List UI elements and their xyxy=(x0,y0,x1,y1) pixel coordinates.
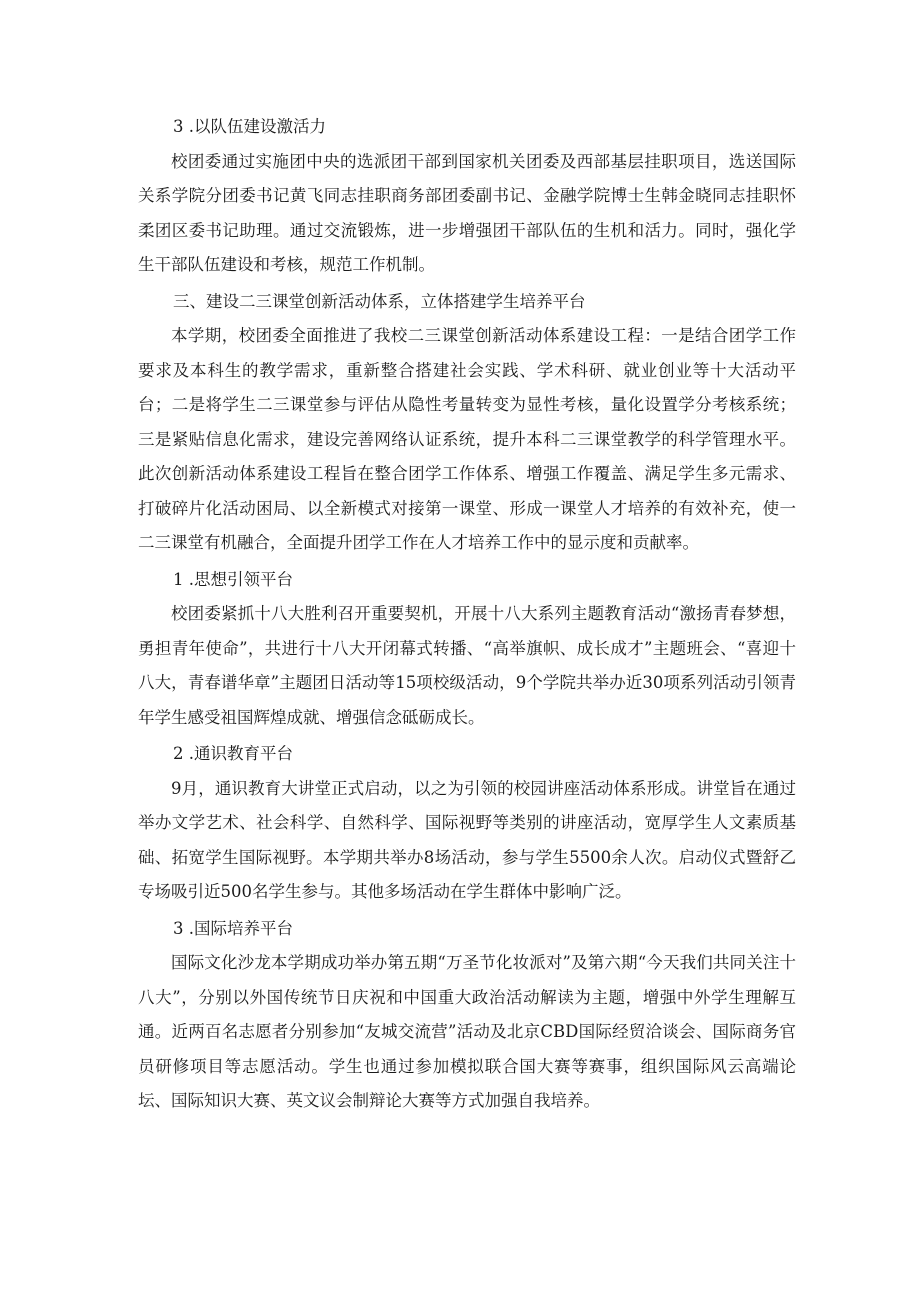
paragraph-ideology-platform: 校团委紧抓十八大胜利召开重要契机，开展十八大系列主题教育活动“激扬青春梦想，勇担青年使命”，共进行十八大开闭幕式转播、“高举旗帜、成长成才”主题班会、“喜迎十八大，青春谱华章”主题团日活动等15项校级活动，9个学院共举办近30项系列活动引领青年学生感受祖国辉煌成就、增强信念砥砺成长。 xyxy=(138,604,796,727)
paragraph-team-building: 校团委通过实施团中央的选派团干部到国家机关团委及西部基层挂职项目，选送国际关系学院分团委书记黄飞同志挂职商务部团委副书记、金融学院博士生韩金晓同志挂职怀柔团区委书记助理。通过交流锻炼，进一步增强团干部队伍的生机和活力。同时，强化学生干部队伍建设和考核，规范工作机制。 xyxy=(138,151,796,274)
section-heading-international-platform: 3 .国际培养平台 xyxy=(173,918,293,938)
section-heading-team-building: 3 .以队伍建设激活力 xyxy=(173,117,326,136)
section-heading-innovation-system: 三、建设二三课堂创新活动体系，立体搭建学生培养平台 xyxy=(173,291,586,311)
section-heading-ideology-platform: 1 .思想引领平台 xyxy=(173,569,293,589)
document-page xyxy=(138,110,796,1119)
section-heading-general-education-platform: 2 .通识教育平台 xyxy=(173,744,293,763)
paragraph-general-education-platform: 9月，通识教育大讲堂正式启动，以之为引领的校园讲座活动体系形成。讲堂旨在通过举办文学艺术、社会科学、自然科学、国际视野等类别的讲座活动，宽厚学生人文素质基础、拓宽学生国际视野。本学期共举办8场活动，参与学生5500余人次。启动仪式暨舒乙专场吸引近500名学生参与。其他多场活动在学生群体中影响广泛。 xyxy=(138,778,796,901)
paragraph-international-platform: 国际文化沙龙本学期成功举办第五期“万圣节化妆派对”及第六期“今天我们共同关注十八大”，分别以外国传统节日庆祝和中国重大政治活动解读为主题，增强中外学生理解互通。近两百名志愿者分别参加“友城交流营”活动及北京CBD国际经贸洽谈会、国际商务官员研修项目等志愿活动。学生也通过参加模拟联合国大赛等赛事，组织国际风云高端论坛、国际知识大赛、英文议会制辩论大赛等方式加强自我培养。 xyxy=(138,953,796,1110)
paragraph-innovation-system: 本学期，校团委全面推进了我校二三课堂创新活动体系建设工程：一是结合团学工作要求及本科生的教学需求，重新整合搭建社会实践、学术科研、就业创业等十大活动平台；二是将学生二三课堂参与评估从隐性考量转变为显性考核，量化设置学分考核系统；三是紧贴信息化需求，建设完善网络认证系统，提升本科二三课堂教学的科学管理水平。此次创新活动体系建设工程旨在整合团学工作体系、增强工作覆盖、满足学生多元需求、打破碎片化活动困局、以全新模式对接第一课堂、形成一课堂人才培养的有效补充，使一二三课堂有机融合，全面提升团学工作在人才培养工作中的显示度和贡献率。 xyxy=(138,326,796,552)
